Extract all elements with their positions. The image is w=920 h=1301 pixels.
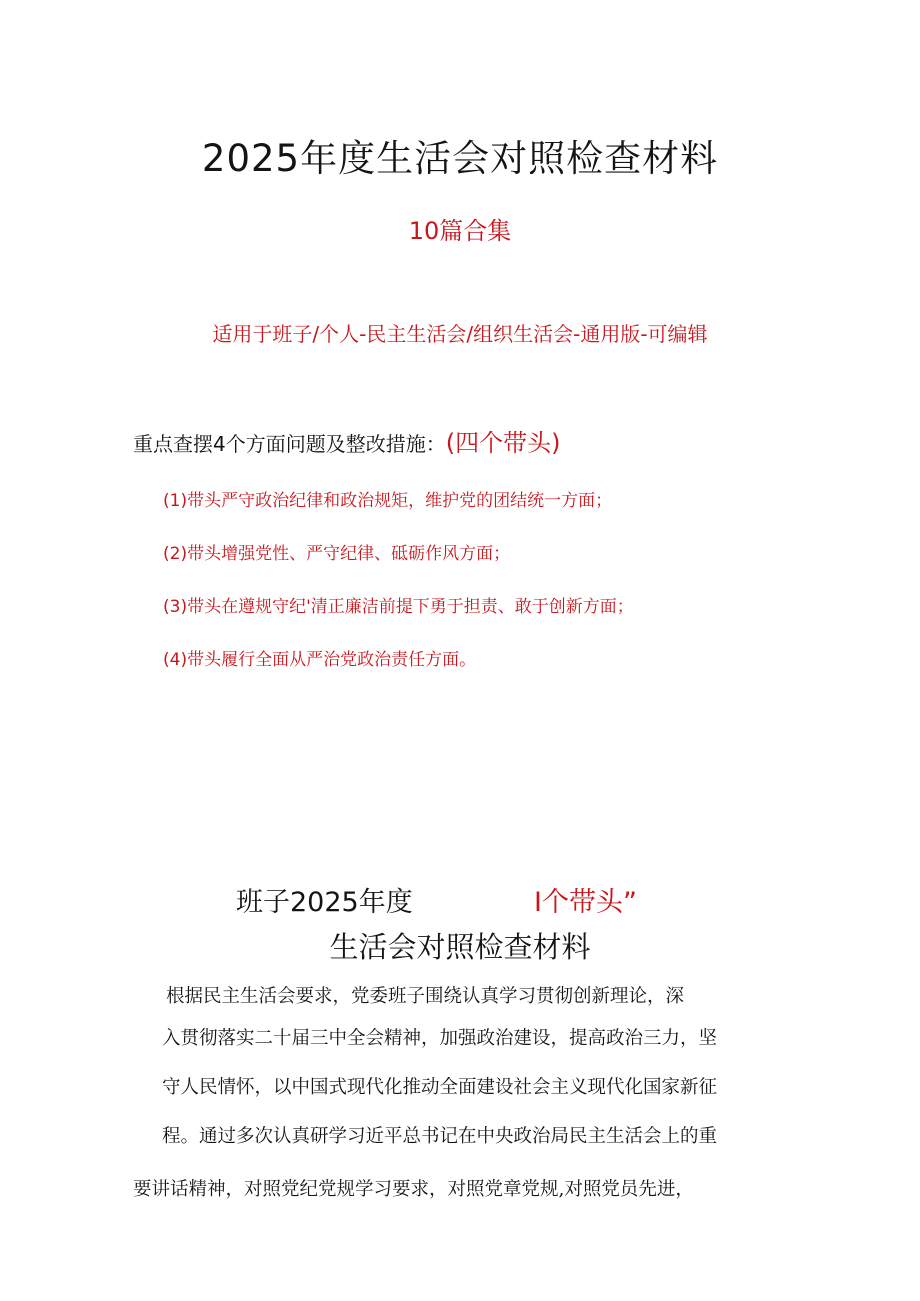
paragraph-line: 根据民主生活会要求，党委班子围绕认真学习贯彻创新理论，深: [166, 986, 685, 1007]
focus-item: (2)带头增强党性、严守纪律、砥砺作风方面；: [163, 544, 511, 564]
paragraph-line: 入贯彻落实二十届三中全会精神，加强政治建设，提高政治三力，坚: [162, 1028, 718, 1049]
focus-item: (4)带头履行全面从严治党政治责任方面。: [163, 650, 477, 670]
section-title-part2: I个带头”: [534, 887, 637, 918]
focus-heading-accent: (四个带头): [445, 429, 561, 457]
paragraph-line: 要讲话精神，对照党纪党规学习要求，对照党章党规,对照党员先进，: [133, 1179, 694, 1200]
paragraph-line: 守人民情怀，以中国式现代化推动全面建设社会主义现代化国家新征: [162, 1077, 718, 1098]
paragraph-line: 程。通过多次认真研学习近平总书记在中央政治局民主生活会上的重: [162, 1126, 718, 1147]
document-subtitle: 10篇合集: [408, 217, 512, 245]
focus-item: (1)带头严守政治纪律和政治规矩，维护党的团结统一方面；: [163, 491, 613, 511]
focus-heading: [133, 423, 560, 458]
focus-item: (3)带头在遵规守纪'清正廉洁前提下勇于担责、敢于创新方面；: [163, 597, 634, 617]
focus-heading-text: 重点查摆4个方面问题及整改措施：: [133, 432, 446, 456]
applicability-note: 适用于班子/个人-民主生活会/组织生活会-通用版-可编辑: [212, 322, 708, 346]
section-title-line2: 生活会对照检查材料: [329, 930, 591, 964]
document-title: 2025年度生活会对照检查材料: [201, 137, 719, 180]
section-title-part1: 班子2025年度: [236, 887, 413, 918]
